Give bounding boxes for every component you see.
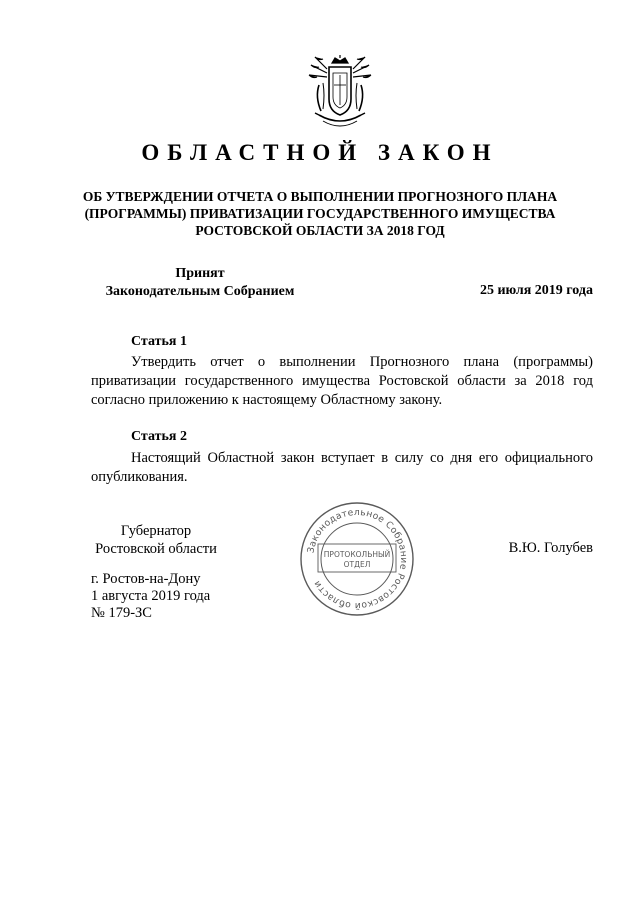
document-title: ОБЛАСТНОЙ ЗАКОН — [141, 140, 499, 165]
subtitle-line: РОСТОВСКОЙ ОБЛАСТИ ЗА 2018 ГОД — [195, 223, 445, 238]
document-subtitle — [60, 188, 580, 239]
adopted-by-block — [90, 265, 310, 301]
article-1-heading: Статья 1 — [131, 334, 187, 349]
article-2-text: Настоящий Областной закон вступает в силу со дня его официального опубликования. — [91, 450, 593, 485]
adopted-date: 25 июля 2019 года — [479, 283, 593, 298]
stamp-center-line: ОТДЕЛ — [343, 560, 371, 569]
subtitle-line: ОБ УТВЕРЖДЕНИИ ОТЧЕТА О ВЫПОЛНЕНИИ ПРОГНОЗНОГО ПЛАНА — [82, 189, 558, 204]
signatory-title — [90, 522, 222, 558]
adopted-body: Законодательным Собранием — [105, 284, 295, 299]
coat-of-arms-emblem — [305, 55, 375, 135]
law-number: № 179-ЗС — [91, 605, 152, 621]
signatory-title-line: Губернатор — [120, 523, 192, 539]
official-stamp-seal — [298, 500, 416, 618]
signatory-title-line: Ростовской области — [95, 541, 217, 557]
subtitle-line: (ПРОГРАММЫ) ПРИВАТИЗАЦИИ ГОСУДАРСТВЕННОГО ИМУЩЕСТВА — [84, 206, 556, 221]
stamp-ring-text: Законодательное Собрание Ростовской области — [305, 506, 410, 612]
stamp-center-line: ПРОТОКОЛЬНЫЙ — [323, 550, 391, 559]
issue-place: г. Ростов-на-Дону — [91, 571, 201, 587]
article-1-text: Утвердить отчет о выполнении Прогнозного плана (программы) приватизации государственного имущества Ростовской области за 2018 год согласно приложению к настоящему Областному закону. — [91, 354, 593, 408]
adopted-label: Принят — [175, 266, 225, 281]
issue-details — [91, 571, 210, 622]
article-2-heading: Статья 2 — [131, 429, 187, 444]
signatory-name: В.Ю. Голубев — [508, 540, 593, 556]
issue-date: 1 августа 2019 года — [91, 588, 211, 604]
